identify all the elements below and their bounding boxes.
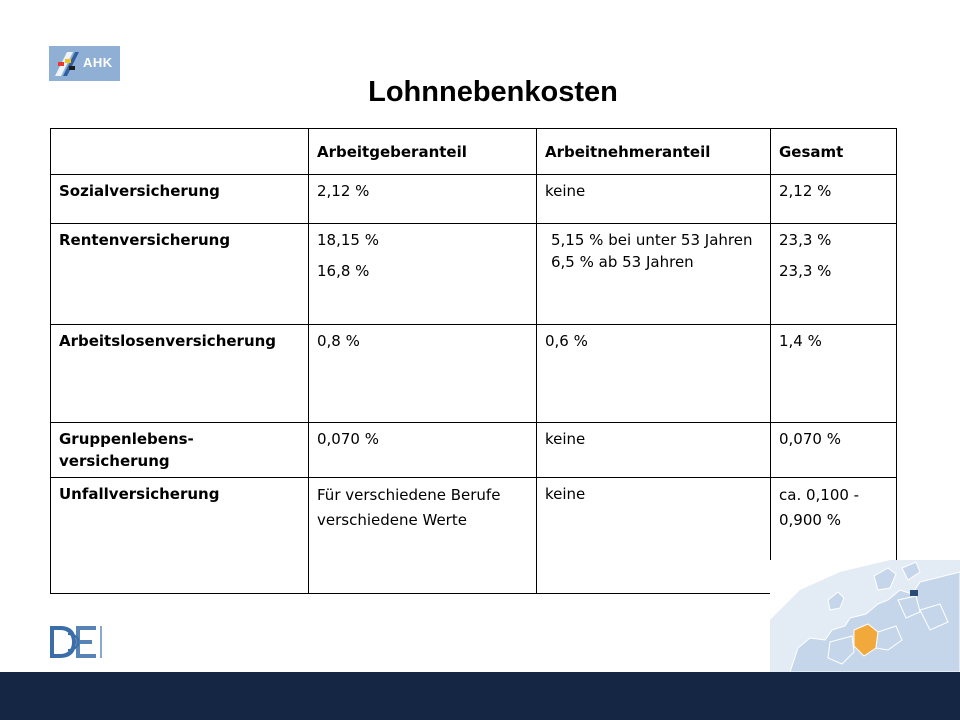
cell-value: 0,070 % — [779, 430, 841, 448]
row-label: Unfallversicherung — [51, 478, 309, 594]
total-cell — [771, 423, 897, 478]
cell-value: 1,4 % — [779, 332, 822, 350]
total-cell — [771, 325, 897, 423]
table-row — [51, 224, 897, 325]
header-cell-employee: Arbeitnehmeranteil — [537, 129, 771, 175]
employer-cell — [309, 224, 537, 325]
header-cell-empty — [51, 129, 309, 175]
row-label: Rentenversicherung — [51, 224, 309, 325]
cell-value: 6,5 % ab 53 Jahren — [551, 253, 694, 271]
ahk-logo-text: AHK — [83, 55, 113, 70]
cell-value: 18,15 % — [317, 231, 379, 249]
de-international-emblem-icon — [48, 624, 108, 660]
cell-value: keine — [545, 430, 586, 448]
footer-bar — [0, 672, 960, 720]
page-title: Lohnnebenkosten — [368, 76, 618, 108]
cell-value: 0,6 % — [545, 332, 588, 350]
employer-cell — [309, 478, 537, 594]
table-row — [51, 423, 897, 478]
table-header-row — [51, 129, 897, 175]
row-label: Gruppenlebens-versicherung — [51, 423, 309, 478]
table-row — [51, 175, 897, 224]
employee-cell — [537, 423, 771, 478]
row-label: Sozialversicherung — [51, 175, 309, 224]
cell-value: ca. 0,100 - 0,900 % — [779, 486, 860, 529]
total-cell — [771, 224, 897, 325]
cost-table — [50, 128, 897, 594]
row-label: Arbeitslosenversicherung — [51, 325, 309, 423]
europe-map-image — [770, 560, 960, 676]
cell-value: 0,8 % — [317, 332, 360, 350]
employee-cell — [537, 175, 771, 224]
cell-value: 0,070 % — [317, 430, 379, 448]
cell-value: 23,3 % — [779, 231, 832, 249]
employee-cell — [537, 224, 771, 325]
cell-value: Für verschiedene Berufe verschiedene Werte — [317, 486, 501, 529]
header-cell-employer: Arbeitgeberanteil — [309, 129, 537, 175]
cell-value: keine — [545, 485, 586, 503]
employer-cell — [309, 325, 537, 423]
employer-cell — [309, 175, 537, 224]
europe-map-icon — [770, 560, 960, 672]
cell-value: 16,8 % — [317, 262, 370, 280]
table-row — [51, 325, 897, 423]
header-cell-total: Gesamt — [771, 129, 897, 175]
de-international-logo — [48, 624, 108, 664]
cell-value: 2,12 % — [317, 182, 370, 200]
employee-cell — [537, 325, 771, 423]
cell-value: keine — [545, 182, 586, 200]
employee-cell — [537, 478, 771, 594]
total-cell — [771, 175, 897, 224]
cell-value: 2,12 % — [779, 182, 832, 200]
cell-value: 5,15 % bei unter 53 Jahren — [551, 231, 753, 249]
cell-value: 23,3 % — [779, 262, 832, 280]
employer-cell — [309, 423, 537, 478]
